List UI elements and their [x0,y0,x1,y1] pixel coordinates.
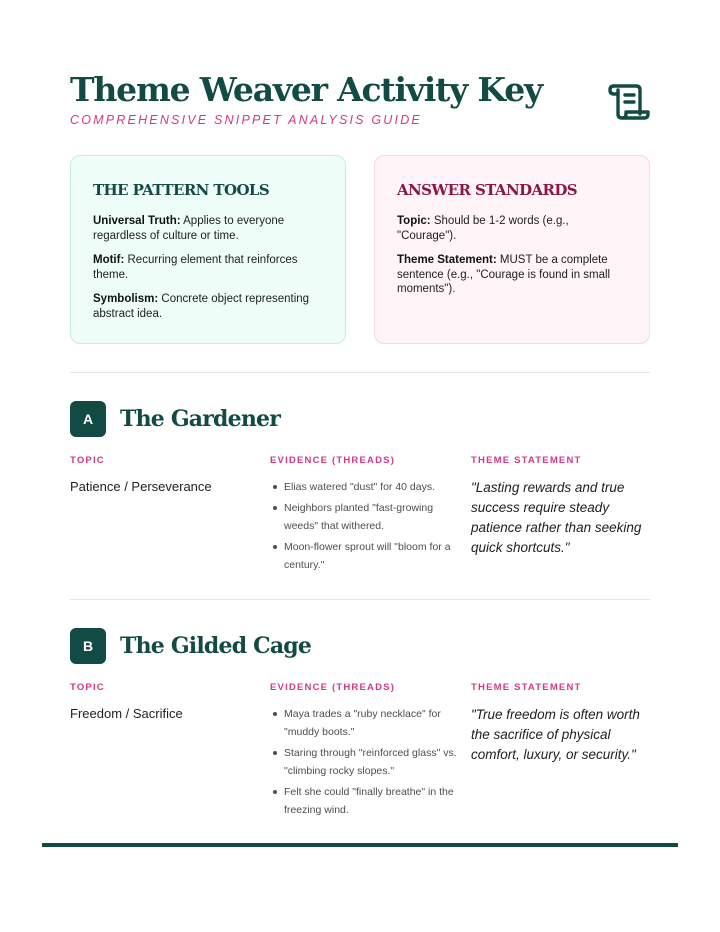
evidence-item: Elias watered "dust" for 40 days. [270,478,460,496]
topic-value: Freedom / Sacrifice [70,706,183,721]
term-universal-truth: Universal Truth: [93,215,181,227]
definition-symbolism: Concrete object representing abstract idea. [93,293,310,320]
theme-column [471,682,651,765]
section-badge: B [70,628,106,664]
answer-standards-title: ANSWER STANDARDS [397,181,578,199]
topic-column [70,455,260,496]
term-theme-statement: Theme Statement: [397,254,497,266]
theme-statement: "Lasting rewards and true success require steady patience rather than seeking quick shortcuts." [471,480,642,555]
term-symbolism: Symbolism: [93,293,159,305]
definition-motif: Recurring element that reinforces theme. [93,254,298,281]
section-divider [70,372,650,373]
evidence-item: Moon-flower sprout will "bloom for a century." [270,538,460,574]
evidence-list [270,478,460,574]
theme-label: THEME STATEMENT [471,455,582,466]
evidence-item: Staring through "reinforced glass" vs. "climbing rocky slopes." [270,744,460,780]
evidence-column [270,455,460,577]
theme-statement: "True freedom is often worth the sacrifice of physical comfort, luxury, or security." [471,707,640,762]
topic-value: Patience / Perseverance [70,479,212,494]
term-topic: Topic: [397,215,431,227]
pattern-tools-title: THE PATTERN TOOLS [93,181,270,199]
section-title: The Gilded Cage [120,633,312,659]
evidence-label: EVIDENCE (THREADS) [270,682,396,693]
page-header [70,70,650,130]
page-subtitle: COMPREHENSIVE SNIPPET ANALYSIS GUIDE [70,113,422,127]
topic-label: TOPIC [70,455,105,466]
theme-label: THEME STATEMENT [471,682,582,693]
pattern-tools-card [70,155,346,344]
evidence-item: Neighbors planted "fast-growing weeds" that withered. [270,499,460,535]
section-title: The Gardener [120,406,281,432]
topic-column [70,682,260,723]
pattern-tool-item [93,292,323,321]
section-gilded-cage [70,628,650,828]
answer-standard-item [397,214,627,243]
page-title: Theme Weaver Activity Key [70,70,542,109]
evidence-label: EVIDENCE (THREADS) [270,455,396,466]
definition-topic: Should be 1-2 words (e.g., "Courage"). [397,215,569,242]
evidence-list [270,705,460,819]
evidence-item: Maya trades a "ruby necklace" for "muddy boots." [270,705,460,741]
topic-label: TOPIC [70,682,105,693]
answer-standards-card [374,155,650,344]
section-badge: A [70,401,106,437]
pattern-tool-item [93,253,323,282]
pattern-tool-item [93,214,323,243]
scroll-icon [608,82,650,122]
evidence-item: Felt she could "finally breathe" in the freezing wind. [270,783,460,819]
theme-column [471,455,651,558]
section-gardener [70,401,650,591]
section-divider [70,599,650,600]
answer-standard-item [397,253,627,297]
definition-universal-truth: Applies to everyone regardless of culture or time. [93,215,285,242]
footer-bar [42,843,678,847]
evidence-column [270,682,460,822]
definition-theme-statement: MUST be a complete sentence (e.g., "Courage is found in small moments"). [397,254,611,295]
term-motif: Motif: [93,254,125,266]
